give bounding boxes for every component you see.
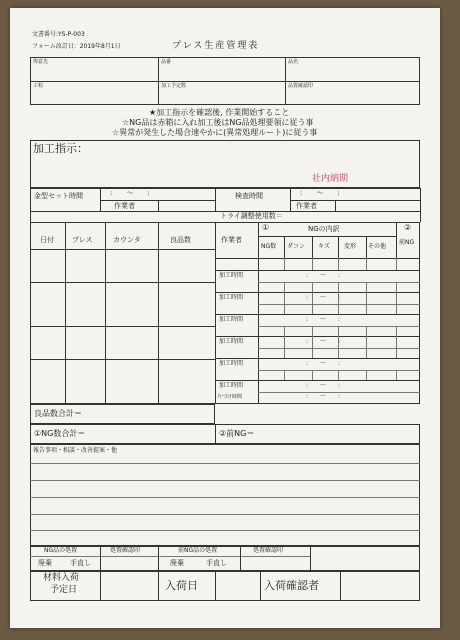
- cleanup-time-range: : 〜 :: [306, 393, 341, 400]
- arrival-confirm-label: 入荷確認者: [264, 579, 319, 592]
- col-ng-deform: 変形: [344, 243, 357, 250]
- col-good-count: 良品数: [170, 236, 191, 244]
- ng-disposal-label: NG品の処置: [44, 547, 78, 554]
- internal-due-date-note: 社内納期: [312, 174, 349, 184]
- prev-ng-scrap-option: 廃棄: [170, 559, 184, 567]
- ng-disposal-stamp-label: 処置確認印: [110, 547, 141, 554]
- process-time-label-5: 加工時間: [219, 360, 244, 367]
- arrival-footer-box: [30, 571, 420, 601]
- form-revised-date: フォーム改訂日：2019年8月1日: [32, 43, 121, 50]
- process-time-range-4: : 〜 :: [306, 338, 341, 345]
- quality-check-stamp-label: 品質確認印: [288, 83, 314, 89]
- page-title: プレス生産管理表: [172, 41, 260, 51]
- arrival-date-label: 入荷日: [165, 579, 198, 592]
- inspection-worker-label: 作業者: [296, 202, 317, 210]
- process-time-range-1: : 〜 :: [306, 272, 341, 279]
- col-worker: 作業者: [221, 236, 242, 244]
- planned-quantity-label: 加工予定数: [161, 83, 187, 89]
- ng-rework-option: 手直し: [70, 559, 91, 567]
- mold-set-time-range: : 〜 :: [110, 189, 150, 197]
- inspection-time-label: 検査時間: [235, 192, 263, 200]
- doc-number: 文書番号:YS-P-003: [32, 31, 85, 38]
- col-prev-ng: 前NG: [399, 239, 415, 246]
- process-time-range-2: : 〜 :: [306, 294, 341, 301]
- instructions-box: [30, 140, 420, 188]
- process-time-label-2: 加工時間: [219, 294, 244, 301]
- notice-1: ★加工指示を確認後, 作業開始すること: [149, 108, 290, 117]
- col-ng-scratch: キズ: [318, 243, 330, 250]
- inspection-time-range: : 〜 :: [300, 189, 340, 197]
- col-press: プレス: [72, 236, 93, 244]
- col-date: 日付: [40, 236, 54, 244]
- process-time-range-5: : 〜 :: [306, 360, 341, 367]
- instructions-label: 加工指示：: [33, 142, 88, 155]
- cleanup-time-label: 片づけ時間: [217, 394, 243, 400]
- prev-ng-disposal-stamp-label: 処置確認印: [253, 547, 284, 554]
- mold-worker-label: 作業者: [114, 202, 135, 210]
- report-label: 報告事項・相談・改善提案・他: [33, 447, 118, 454]
- notice-2: ☆NG品は赤箱に入れ加工後はNG品処理要領に従う事: [122, 118, 314, 127]
- col-ng-other: その他: [368, 243, 387, 250]
- trial-count-label: トライ調整使用数＝: [220, 212, 283, 220]
- process-time-label-3: 加工時間: [219, 316, 244, 323]
- ng-total-label: ①NG数合計＝: [34, 429, 86, 438]
- process-time-range-6: : 〜 :: [306, 382, 341, 389]
- customer-label: 得意先: [33, 59, 49, 65]
- process-time-range-3: : 〜 :: [306, 316, 341, 323]
- col-ng-dent: ダコン: [287, 243, 306, 250]
- col-ng-count: NG数: [261, 243, 277, 250]
- process-time-label-4: 加工時間: [219, 338, 244, 345]
- prev-ng-total-label: ②前NG＝: [219, 429, 255, 438]
- process-label: 工程: [33, 83, 44, 89]
- ng-scrap-option: 廃棄: [38, 559, 52, 567]
- prev-ng-rework-option: 手直し: [206, 559, 227, 567]
- ng-breakdown-header: NGの内訳: [308, 225, 340, 233]
- prev-ng-disposal-label: 前NG品の処置: [178, 547, 218, 554]
- good-total-label: 良品数合計＝: [34, 409, 82, 418]
- production-form-sheet: [10, 8, 440, 628]
- process-time-label-6: 加工時間: [219, 382, 244, 389]
- notice-3: ☆異常が発生した場合速やかに(異常処理ルート)に従う事: [112, 128, 318, 137]
- part-number-label: 品番: [161, 59, 172, 65]
- material-arrival-label-line2: 予定日: [50, 585, 78, 595]
- part-name-label: 品名: [288, 59, 299, 65]
- circle-two-label: ②: [404, 223, 412, 232]
- process-time-label-1: 加工時間: [219, 272, 244, 279]
- circle-one-label: ①: [262, 223, 270, 232]
- material-arrival-label-line1: 材料入荷: [43, 573, 80, 583]
- mold-set-time-label: 金型セット時間: [34, 192, 83, 200]
- col-counter: カウンタ: [113, 236, 141, 244]
